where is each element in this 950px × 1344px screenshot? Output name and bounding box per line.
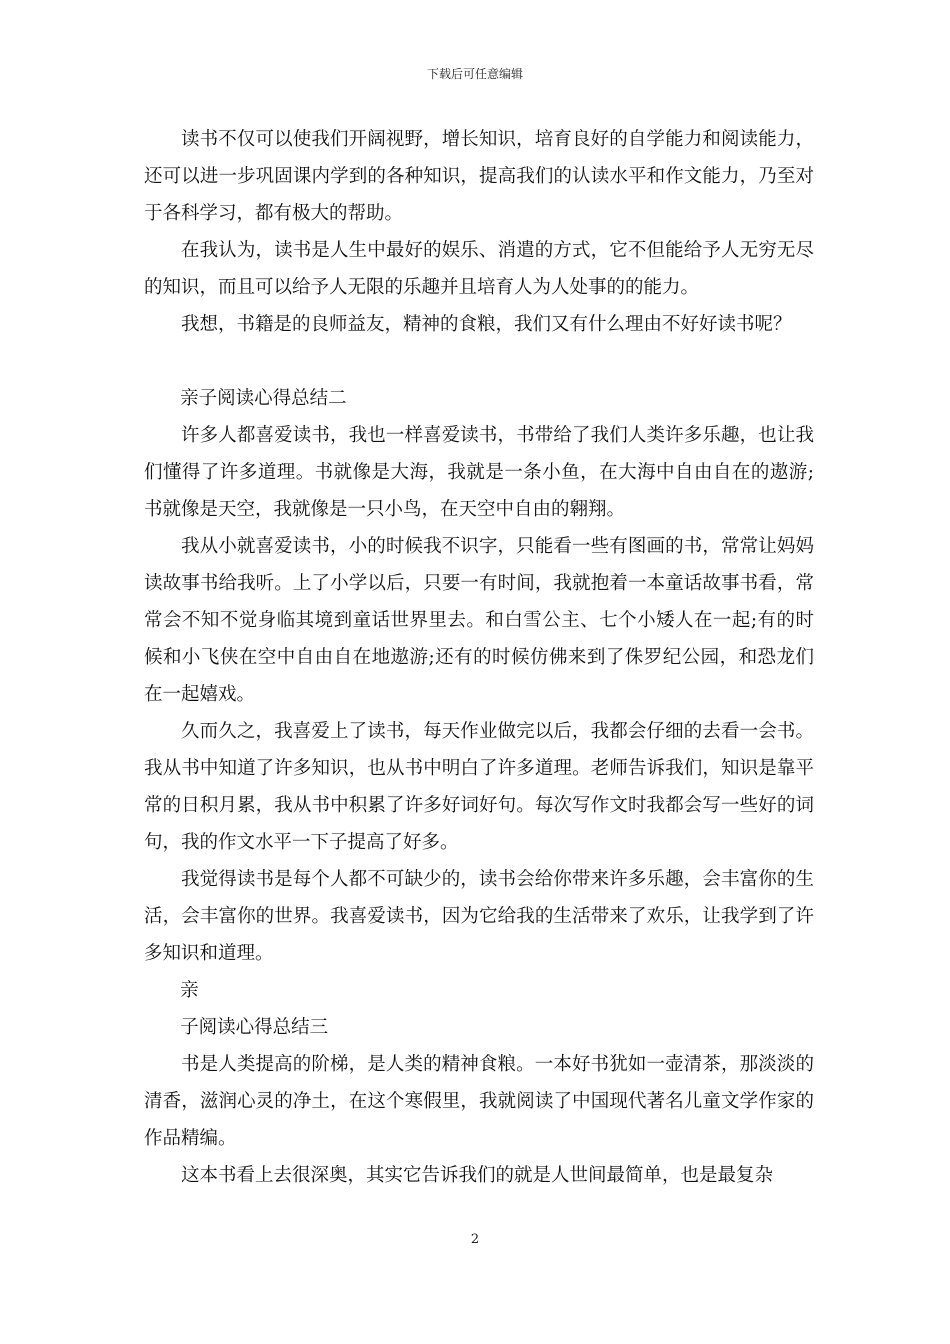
section-heading-2: 亲子阅读心得总结二 bbox=[180, 388, 347, 409]
paragraph-3: 我想，书籍是的良师益友，精神的食粮，我们又有什么理由不好好读书呢？ bbox=[181, 314, 792, 335]
paragraph-8: 书是人类提高的阶梯，是人类的精神食粮。一本好书犹如一壶清茶，那淡淡的清香，滋润心灵的净土，在这个寒假里，我就阅读了中国现代著名儿童文学作家的作品精编。 bbox=[144, 1054, 814, 1149]
blank-line bbox=[144, 343, 814, 380]
paragraph-6: 久而久之，我喜爱上了读书，每天作业做完以后，我都会仔细的去看一会书。我从书中知道了许多知识，也从书中明白了许多道理。老师告诉我们，知识是靠平常的日积月累，我从书中积累了许多好词好句。每次写作文时我都会写一些好的词句，我的作文水平一下子提高了好多。 bbox=[144, 721, 814, 853]
paragraph-9: 这本书看上去很深奥，其实它告诉我们的就是人世间最简单，也是最复杂 bbox=[181, 1165, 774, 1186]
section-heading-3-part-b: 子阅读心得总结三 bbox=[180, 1017, 329, 1038]
paragraph-4: 许多人都喜爱读书，我也一样喜爱读书，书带给了我们人类许多乐趣，也让我们懂得了许多道理。书就像是大海，我就是一条小鱼，在大海中自由自在的遨游;书就像是天空，我就像是一只小鸟，在天空中自由的翱翔。 bbox=[144, 425, 814, 520]
paragraph-2: 在我认为，读书是人生中最好的娱乐、消遣的方式，它不但能给予人无穷无尽的知识，而且可以给予人无限的乐趣并且培育人为人处事的的能力。 bbox=[144, 240, 814, 298]
paragraph-7: 我觉得读书是每个人都不可缺少的，读书会给你带来许多乐趣，会丰富你的生活，会丰富你的世界。我喜爱读书，因为它给我的生活带来了欢乐，让我学到了许多知识和道理。 bbox=[144, 869, 814, 964]
paragraph-5: 我从小就喜爱读书，小的时候我不识字，只能看一些有图画的书，常常让妈妈读故事书给我听。上了小学以后，只要一有时间，我就抱着一本童话故事书看，常常会不知不觉身临其境到童话世界里去。和白雪公主、七个小矮人在一起;有的时候和小飞侠在空中自由自在地遨游;还有的时候仿佛来到了侏罗纪公园，和恐龙们在一起嬉戏。 bbox=[144, 536, 814, 705]
page-number: 2 bbox=[470, 1232, 480, 1247]
page-header: 下载后可任意编辑 bbox=[426, 67, 523, 81]
paragraph-1: 读书不仅可以使我们开阔视野，增长知识，培育良好的自学能力和阅读能力，还可以进一步巩固课内学到的各种知识，提高我们的认读水平和作文能力，乃至对于各科学习，都有极大的帮助。 bbox=[144, 129, 814, 224]
section-heading-3-part-a: 亲 bbox=[180, 980, 199, 1001]
document-body bbox=[144, 121, 814, 1194]
